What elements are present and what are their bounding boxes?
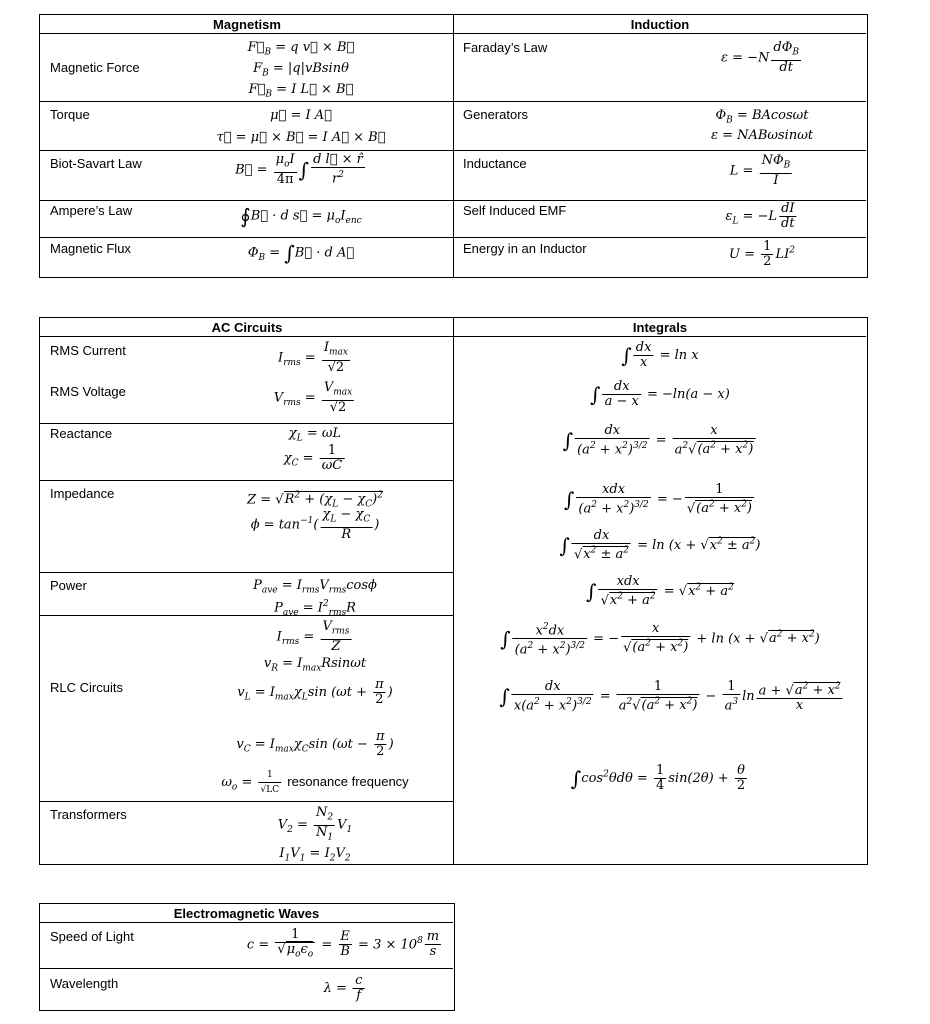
transformers-eq-2: $I_1V_1 = I_2V_2$	[279, 846, 351, 864]
integral-eq-2: ∫ $\frac{dx}{a - x}$ = −ln(a − x)	[590, 379, 730, 409]
integral-eq-4: ∫ xdx $(a^2 + x^2)^{3/2}$ = − $\frac{1}{√(a^2 + x^2)}$	[563, 482, 753, 517]
rlc-eq-1: $I_{rms}$ = $V_{rms}$ Z	[276, 619, 350, 654]
rms-current-eq: $I_{rms}$ = $I_{max}$ √2	[278, 340, 348, 375]
magnetic-force-label: Magnetic Force	[50, 60, 140, 75]
integrals-header: Integrals	[454, 318, 866, 337]
amperes-law-label: Ampere’s Law	[50, 203, 133, 218]
faradays-law-label: Faraday’s Law	[463, 40, 548, 55]
energy-inductor-label: Energy in an Inductor	[463, 241, 587, 256]
biot-savart-label: Biot-Savart Law	[50, 156, 142, 171]
magnetic-force-eq-2: $F_B = |q|vBsin\theta$	[253, 61, 349, 79]
rlc-eq-4: $v_C = I_{max}\chi_C\sin$ (ωt − $\frac{\pi}{2}$ )	[236, 729, 394, 759]
magnetic-force-eq-3: $F⃗_B = I$ L⃗ × B⃗	[248, 82, 354, 100]
wavelength-label: Wavelength	[50, 976, 119, 991]
em-waves-header: Electromagnetic Waves	[40, 904, 453, 923]
impedance-eq-1: $Z = √R^2 + (\chi_L - \chi_C)^2$	[247, 491, 383, 510]
impedance-label: Impedance	[50, 486, 115, 501]
reactance-label: Reactance	[50, 426, 113, 441]
speed-of-light-label: Speed of Light	[50, 929, 134, 944]
self-induced-emf-eq: $\varepsilon_L = -L$ $\frac{dI}{dt}$	[725, 201, 795, 231]
resonance-note: resonance frequency	[287, 774, 409, 789]
wavelength-eq: λ = $\frac{c}{f}$	[323, 973, 363, 1003]
integral-eq-3: ∫ $\frac{dx}{(a^2 + x^2)^{3/2}}$ = $\frac{x}{a^2√(a^2 + x^2)}$	[562, 423, 754, 458]
inductance-label: Inductance	[463, 156, 527, 171]
induction-header: Induction	[454, 15, 866, 34]
rlc-circuits-label: RLC Circuits	[50, 680, 123, 695]
ac-integrals-table	[39, 317, 868, 865]
amperes-law-eq: ∮B⃗ · d s⃗ = $\mu_oI_{enc}$	[240, 204, 362, 228]
impedance-eq-2: $\phi = \tan^{-1}$( $\frac{\chi_L - \chi_C}{R}$ )	[250, 507, 380, 542]
self-induced-emf-label: Self Induced EMF	[463, 203, 567, 218]
power-label: Power	[50, 578, 87, 593]
speed-of-light-eq: c = 1 $√\mu_o\epsilon_o$ = $\frac{E}{B}$ = $3 \times 10^8$ $\frac{m}{s}$	[246, 927, 440, 960]
inductance-eq: L = $N\Phi_B$ I	[729, 153, 791, 188]
generators-eq-1: $\Phi_B = BAcos\omega t$	[715, 108, 809, 126]
magnetism-header: Magnetism	[40, 15, 454, 34]
generators-eq-2: ε = NABωsinωt	[710, 128, 814, 143]
ac-circuits-header: AC Circuits	[40, 318, 454, 337]
torque-eq-2: τ⃗ = μ⃗ × B⃗ = I A⃗ × B⃗	[216, 130, 386, 145]
integral-eq-5: ∫ $\frac{dx}{√x^2 \pm a^2}$ = $\ln (x + √x^2 \pm a^2)$	[559, 528, 761, 563]
integral-eq-7: ∫ $\frac{x^2dx}{(a^2 + x^2)^{3/2}}$ = − $\frac{x}{√(a^2 + x^2)}$ + $\ln (x + √a^2 + x^2)$	[500, 621, 820, 658]
integral-eq-6: ∫ xdx $√x^2 + a^2$ = $√x^2 + a^2$	[586, 574, 734, 609]
magnetism-induction-table	[39, 14, 868, 278]
rms-voltage-label: RMS Voltage	[50, 384, 126, 399]
torque-eq-1: μ⃗ = I A⃗	[270, 108, 332, 123]
magnetic-flux-label: Magnetic Flux	[50, 241, 131, 256]
power-eq-1: $P_{ave} = I_{rms}V_{rms}\cos\phi$	[253, 578, 377, 596]
magnetic-flux-eq: $\Phi_B$ = ∫B⃗ · d A⃗	[247, 241, 355, 265]
em-waves-table	[39, 903, 455, 1011]
integral-eq-1: ∫ $\frac{dx}{x}$ = ln x	[621, 340, 699, 370]
power-eq-2: $P_{ave} = I^2_{rms}R$	[274, 599, 356, 618]
reactance-eq-1: $\chi_L = \omega L$	[288, 426, 342, 444]
transformers-label: Transformers	[50, 807, 127, 822]
transformers-eq-1: $V_2$ = $\frac{N_2}{N_1}$ $V_1$	[277, 805, 353, 843]
rms-voltage-eq: $V_{rms}$ = $V_{max}$ √2	[273, 380, 353, 415]
reactance-eq-2: $\chi_C$ = $\frac{1}{\omega C}$	[283, 443, 343, 473]
faradays-law-eq: ε = −N $d\Phi_B$ dt	[720, 40, 800, 75]
integral-eq-8: ∫ $\frac{dx}{x(a^2 + x^2)^{3/2}}$ = $\frac{1}{a^2√(a^2 + x^2)}$ − $\frac{1}{a^3}$ ln $\frac{a + √a^2 + x^2}{x}$	[499, 679, 841, 714]
magnetic-force-eq-1: $F⃗_B = q$ v⃗ × B⃗	[247, 40, 355, 58]
generators-label: Generators	[463, 107, 529, 122]
integral-eq-9: $\int\cos^2\theta d\theta$ = $\frac{1}{4}$ sin(2θ) + $\frac{\theta}{2}$	[570, 763, 746, 793]
rms-current-label: RMS Current	[50, 343, 126, 358]
rlc-eq-2: $v_R = I_{max}Rsin\omega t$	[263, 656, 367, 674]
rlc-eq-3: $v_L = I_{max}\chi_L\sin$ (ωt + $\frac{\pi}{2}$ )	[237, 677, 393, 707]
rlc-eq-5: $\omega_o$ = $\frac{1}{√LC}$ resonance frequency	[221, 770, 409, 795]
biot-savart-eq: B⃗ = $\mu_oI$ 4π ∫ $\frac{\text{d l⃗ × r̂}}{r^2}$	[235, 152, 363, 187]
torque-label: Torque	[50, 107, 90, 122]
energy-inductor-eq: U = $\frac{1}{2}$ $LI^2$	[729, 239, 795, 269]
